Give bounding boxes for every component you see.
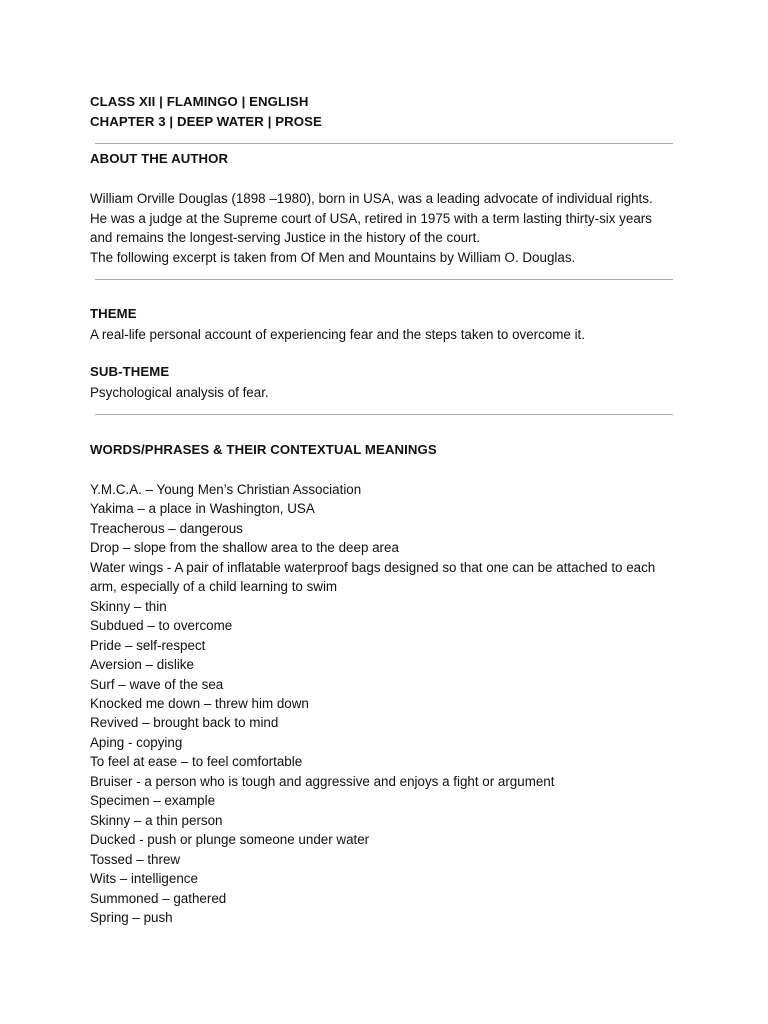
about-author-paragraph [90,189,690,267]
list-item: Aping - copying [90,734,183,750]
section-divider [95,414,673,415]
section-divider [95,279,673,280]
list-item: Treacherous – dangerous [90,520,243,536]
list-item: Ducked - push or plunge someone under water [90,832,370,848]
words-heading: WORDS/PHRASES & THEIR CONTEXTUAL MEANINGS [90,442,437,457]
header-chapter-line: CHAPTER 3 | DEEP WATER | PROSE [90,113,322,129]
list-item: Specimen – example [90,793,216,809]
list-item: Drop – slope from the shallow area to the deep area [90,540,399,556]
theme-text: A real-life personal account of experiencing fear and the steps taken to overcome it. [90,327,585,342]
about-line: The following excerpt is taken from Of Men and Mountains by William O. Douglas. [90,249,576,265]
list-item: Spring – push [90,909,173,925]
list-item: To feel at ease – to feel comfortable [90,754,303,770]
list-item: Revived – brought back to mind [90,715,279,731]
list-item: Wits – intelligence [90,871,198,887]
list-item: Skinny – a thin person [90,812,223,828]
list-item: Water wings - A pair of inflatable waterproof bags designed so that one can be attached to each [90,559,656,575]
about-line: William Orville Douglas (1898 –1980), born in USA, was a leading advocate of individual rights. [90,191,653,206]
list-item: Knocked me down – threw him down [90,695,309,711]
list-item: Bruiser - a person who is tough and aggressive and enjoys a fight or argument [90,773,555,789]
header-class-line: CLASS XII | FLAMINGO | ENGLISH [90,94,309,109]
list-item: Skinny – thin [90,598,167,614]
words-list [90,480,710,927]
section-divider [95,143,673,144]
list-item: Subdued – to overcome [90,618,233,634]
list-item: Summoned – gathered [90,890,227,906]
list-item: Pride – self-respect [90,637,206,653]
list-item: Tossed – threw [90,851,181,867]
list-item: arm, especially of a child learning to swim [90,579,338,595]
about-line: He was a judge at the Supreme court of USA, retired in 1975 with a term lasting thirty-six years [90,210,652,226]
document-header [90,92,322,131]
list-item: Aversion – dislike [90,657,194,673]
list-item: Yakima – a place in Washington, USA [90,501,315,517]
subtheme-text: Psychological analysis of fear. [90,385,269,400]
about-line: and remains the longest-serving Justice in the history of the court. [90,230,481,245]
list-item: Surf – wave of the sea [90,676,224,692]
list-item: Y.M.C.A. – Young Men’s Christian Association [90,482,362,497]
about-author-heading: ABOUT THE AUTHOR [90,151,229,166]
subtheme-heading: SUB-THEME [90,364,170,379]
theme-heading: THEME [90,306,137,321]
